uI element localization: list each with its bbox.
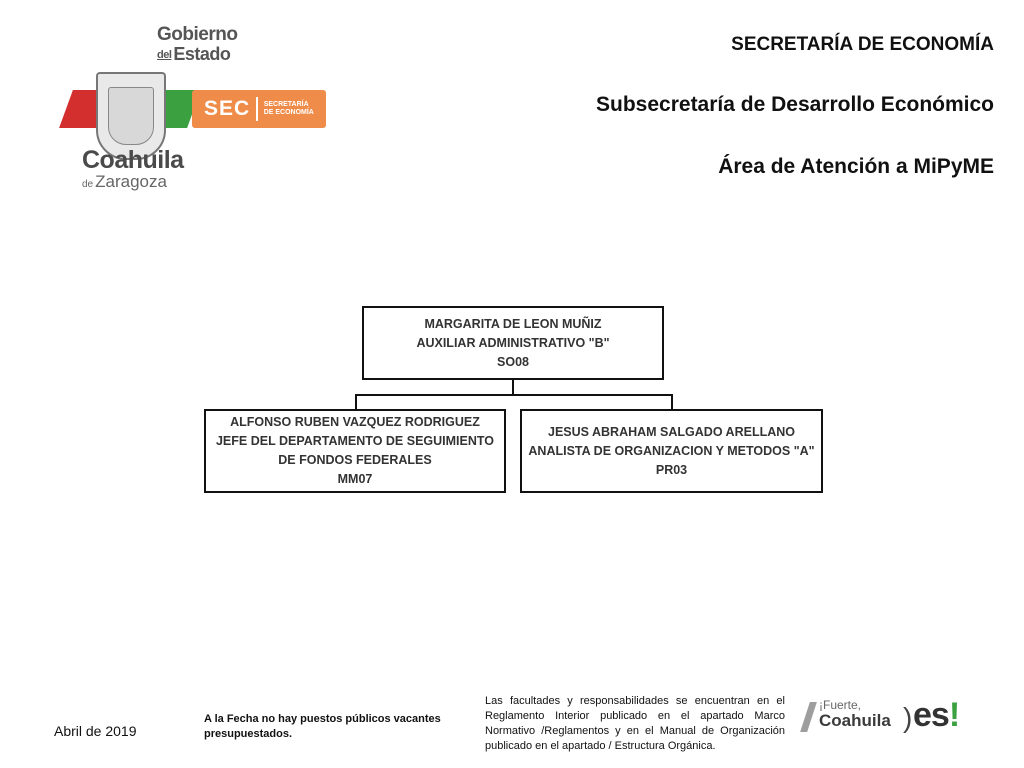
org-box-right xyxy=(520,409,823,493)
header-subsecretaria: Subsecretaría de Desarrollo Económico xyxy=(596,93,994,116)
connector-vertical-left xyxy=(355,394,357,409)
sec-full-name xyxy=(264,101,314,117)
connector-horizontal xyxy=(355,394,672,396)
logo-zaragoza-text xyxy=(82,172,167,192)
org-top-code: SO08 xyxy=(497,354,529,369)
org-box-top xyxy=(362,306,664,380)
org-top-name: MARGARITA DE LEON MUÑIZ xyxy=(424,316,602,331)
footer-note: Las facultades y responsabilidades se encuentran en el Reglamento Interior publicado en el apartado Marco Normativo /Reglamentos y en el Manual de Organización publicado en el apartado / Estructura Orgánica. xyxy=(485,695,785,752)
org-box-left xyxy=(204,409,506,493)
org-right-name: JESUS ABRAHAM SALGADO ARELLANO xyxy=(548,424,795,439)
logo-del-estado-text xyxy=(157,44,230,65)
org-left-code: MM07 xyxy=(337,472,373,486)
logo-estado-text: Estado xyxy=(173,44,231,64)
slash-mark xyxy=(800,702,817,732)
brand-es-text xyxy=(913,696,959,735)
brand-bang: ! xyxy=(948,696,960,734)
logo-coahuila-text: Coahuila xyxy=(82,146,184,174)
brand-coahuila-text: Coahuila xyxy=(819,711,891,730)
logo-gobierno-text: Gobierno xyxy=(157,24,238,45)
sec-badge xyxy=(192,90,326,128)
logo-de-text: de xyxy=(82,179,94,190)
sec-abbrev: SEC xyxy=(204,97,251,120)
org-top-title: AUXILIAR ADMINISTRATIVO "B" xyxy=(416,335,610,350)
brand-fuerte-text: ¡Fuerte, xyxy=(819,698,862,712)
footer-vacantes: A la Fecha no hay puestos públicos vacantes presupuestados. xyxy=(204,713,441,740)
org-left-name: ALFONSO RUBEN VAZQUEZ RODRIGUEZ xyxy=(230,415,480,429)
header-area: Área de Atención a MiPyME xyxy=(718,155,994,178)
gobierno-coahuila-logo xyxy=(62,22,334,194)
sec-line2: DE ECONOMÍA xyxy=(263,109,314,116)
org-right-title: ANALISTA DE ORGANIZACION Y METODOS "A" xyxy=(528,443,815,458)
logo-zaragoza-word: Zaragoza xyxy=(95,172,167,191)
fuerte-coahuila-logo: ¡Fuerte, Coahuila ) es! xyxy=(805,698,985,742)
org-left-title: JEFE DEL DEPARTAMENTO DE SEGUIMIENTO DE FONDOS FEDERALES xyxy=(215,434,495,467)
org-right-code: PR03 xyxy=(655,462,688,477)
sec-line1: SECRETARÍA xyxy=(263,101,309,108)
header-secretaria: SECRETARÍA DE ECONOMÍA xyxy=(731,34,994,55)
footer-date: Abril de 2019 xyxy=(54,723,137,739)
connector-vertical-top xyxy=(512,380,514,395)
brand-es-word: es xyxy=(913,696,949,734)
logo-del-text: del xyxy=(157,49,172,61)
connector-vertical-right xyxy=(671,394,673,409)
